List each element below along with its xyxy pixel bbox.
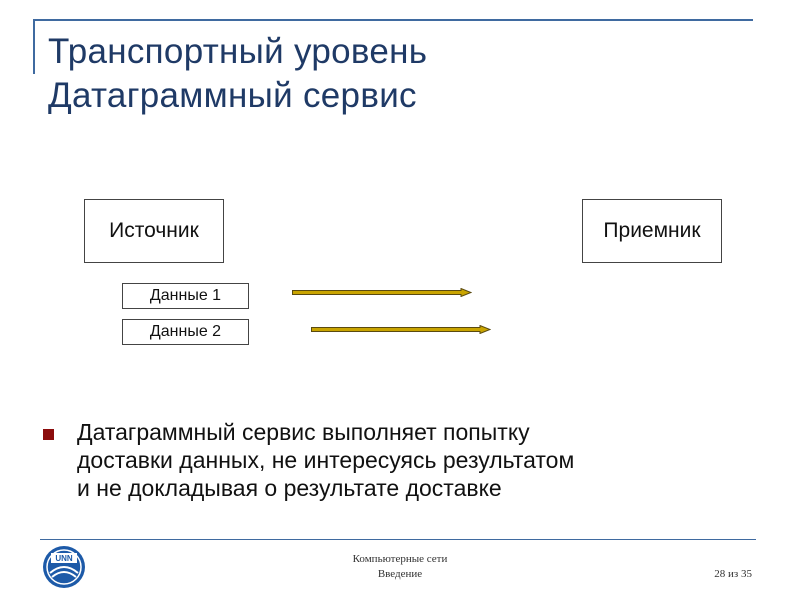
packet-1-label: Данные 1: [149, 287, 222, 304]
bullet-line-3: и не докладывая о результате доставке: [77, 475, 502, 501]
bullet-marker: [43, 429, 54, 440]
slide-title-line-1: Транспортный уровень: [48, 32, 428, 71]
footer-course-section: Введение: [377, 568, 423, 580]
footer-divider: [40, 539, 756, 540]
left-accent-line: [33, 19, 35, 74]
bullet-line-1: Датаграммный сервис выполняет попытку: [77, 419, 530, 445]
packet-1-box: [122, 283, 249, 309]
footer-course-title: Компьютерные сети: [352, 553, 448, 565]
packet-2-box: [122, 319, 249, 345]
packet-2-arrow-icon: [311, 325, 491, 334]
page-number: 28 из 35: [714, 568, 752, 580]
footer-course: [300, 552, 500, 582]
receiver-box: [582, 199, 722, 263]
slide-title-line-2: Датаграммный сервис: [48, 76, 417, 115]
receiver-label: Приемник: [603, 219, 701, 242]
bullet-line-2: доставки данных, не интересуясь результатом: [77, 447, 575, 473]
university-logo-icon: [42, 545, 86, 589]
logo-text: UNN: [55, 554, 73, 563]
bullet-text: [77, 418, 757, 502]
slide-title: [48, 30, 427, 118]
top-accent-line: [33, 19, 753, 21]
source-box: [84, 199, 224, 263]
packet-1-arrow-icon: [292, 288, 472, 297]
source-label: Источник: [109, 219, 199, 242]
packet-2-label: Данные 2: [149, 323, 222, 340]
